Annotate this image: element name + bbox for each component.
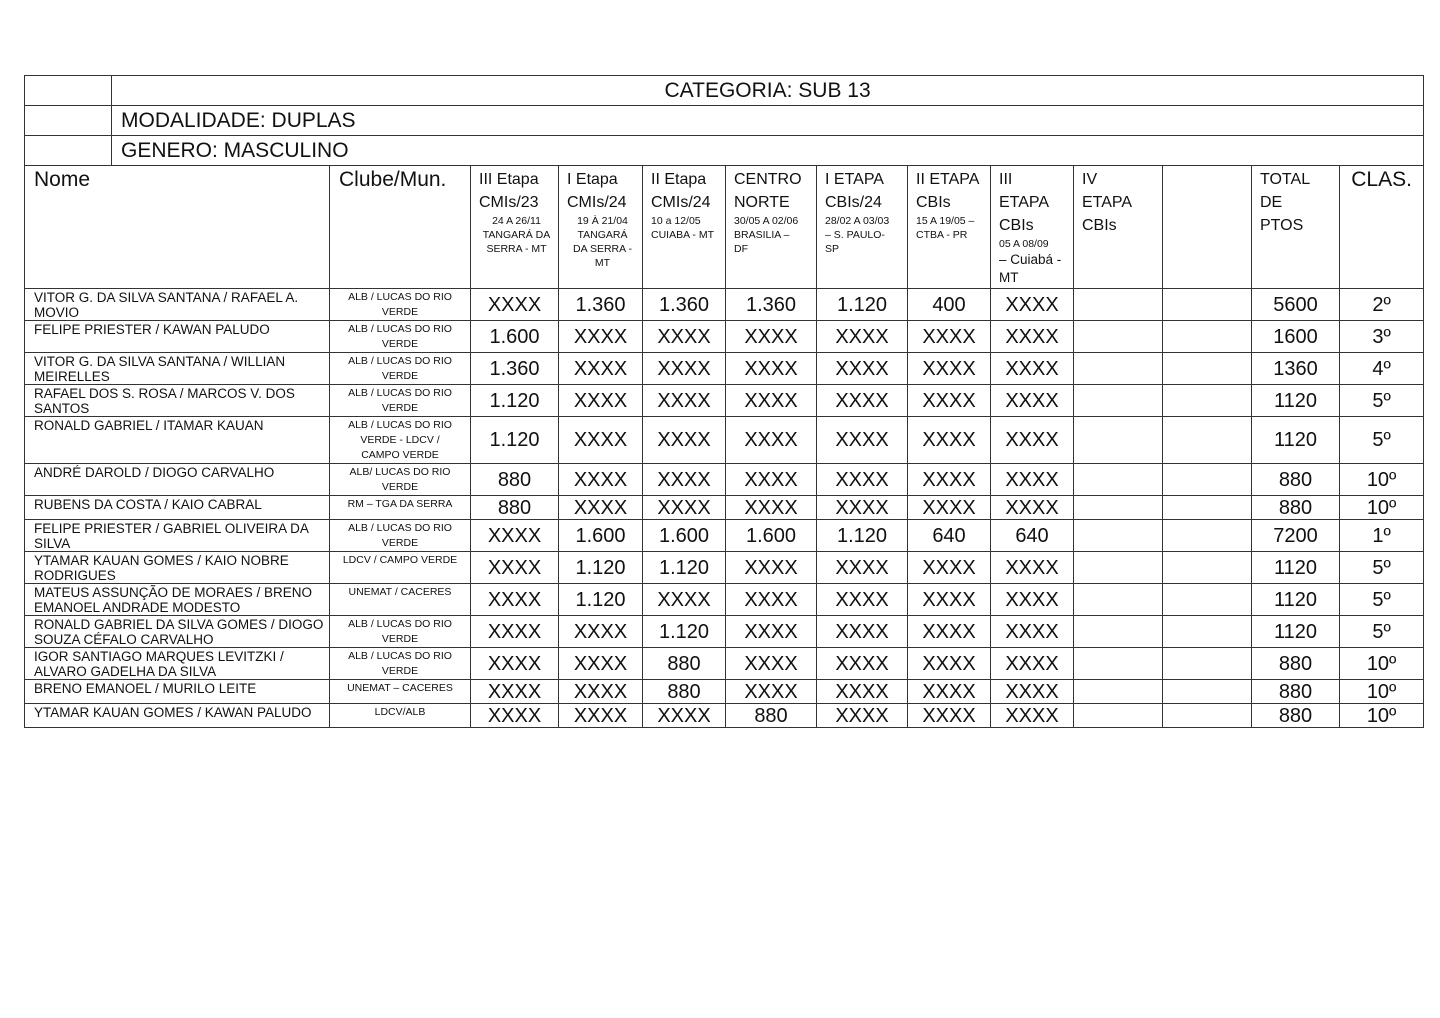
club-city: ALB / LUCAS DO RIO VERDE (330, 353, 471, 385)
stage-points: XXXX (643, 417, 726, 464)
stage-points: XXXX (559, 680, 643, 704)
classification: 5º (1340, 552, 1424, 584)
club-city: LDCV / CAMPO VERDE (330, 552, 471, 584)
stage-points: 1.120 (817, 520, 908, 552)
etapa-7-name: III ETAPA CBIs (999, 171, 1050, 234)
stage-points: XXXX (471, 648, 559, 680)
table-row (25, 464, 1424, 496)
stage-points: 400 (908, 289, 991, 321)
table-row (25, 680, 1424, 704)
stage-points: 1.600 (559, 520, 643, 552)
stage-points: XXXX (726, 680, 817, 704)
stage-points: 1.360 (471, 353, 559, 385)
header-etapa-8 (1074, 166, 1163, 289)
classification: 3º (1340, 321, 1424, 353)
modalidade-row (25, 106, 1424, 136)
table-body (25, 289, 1424, 728)
classification: 10º (1340, 648, 1424, 680)
club-city: ALB / LUCAS DO RIO VERDE (330, 321, 471, 353)
table-row (25, 704, 1424, 728)
stage-points: XXXX (991, 704, 1074, 728)
stage-points: XXXX (991, 496, 1074, 520)
stage-points: 1.360 (726, 289, 817, 321)
header-nome: Nome (25, 166, 330, 289)
total-points: 1600 (1252, 321, 1340, 353)
club-city: ALB / LUCAS DO RIO VERDE - LDCV / CAMPO VERDE (330, 417, 471, 464)
classification: 5º (1340, 385, 1424, 417)
stage-points: XXXX (817, 680, 908, 704)
stage-points (1163, 680, 1252, 704)
stage-points: XXXX (991, 289, 1074, 321)
etapa-1-date: 24 A 26/11 TANGARÁ DA SERRA - MT (482, 215, 551, 255)
stage-points: XXXX (726, 353, 817, 385)
stage-points (1074, 353, 1163, 385)
stage-points (1074, 648, 1163, 680)
pair-name: ANDRÉ DAROLD / DIOGO CARVALHO (25, 464, 330, 496)
stage-points: XXXX (559, 353, 643, 385)
club-city: ALB / LUCAS DO RIO VERDE (330, 648, 471, 680)
stage-points: XXXX (726, 552, 817, 584)
stage-points: XXXX (643, 464, 726, 496)
header-etapa-6 (908, 166, 991, 289)
etapa-8-name: IV ETAPA CBIs (1082, 171, 1133, 234)
stage-points: XXXX (908, 417, 991, 464)
total-points: 7200 (1252, 520, 1340, 552)
stage-points: XXXX (991, 417, 1074, 464)
pair-name: VITOR G. DA SILVA SANTANA / RAFAEL A. MOVIO (25, 289, 330, 321)
stage-points: 1.600 (643, 520, 726, 552)
stage-points: XXXX (991, 385, 1074, 417)
stage-points (1163, 616, 1252, 648)
stage-points: XXXX (471, 584, 559, 616)
stage-points (1074, 321, 1163, 353)
stage-points: XXXX (908, 321, 991, 353)
stage-points (1074, 520, 1163, 552)
total-points: 1120 (1252, 417, 1340, 464)
table-row (25, 616, 1424, 648)
stage-points (1163, 321, 1252, 353)
stage-points: XXXX (726, 648, 817, 680)
stage-points: XXXX (817, 417, 908, 464)
stage-points: XXXX (817, 704, 908, 728)
stage-points: XXXX (908, 648, 991, 680)
stage-points: XXXX (643, 704, 726, 728)
table-row (25, 289, 1424, 321)
table-row (25, 321, 1424, 353)
stage-points: XXXX (908, 552, 991, 584)
stage-points: XXXX (991, 616, 1074, 648)
club-city: UNEMAT / CACERES (330, 584, 471, 616)
stage-points: XXXX (817, 648, 908, 680)
stage-points: XXXX (908, 385, 991, 417)
stage-points: 1.120 (817, 289, 908, 321)
table-row (25, 584, 1424, 616)
stage-points: 1.120 (559, 584, 643, 616)
stage-points: XXXX (817, 353, 908, 385)
stage-points: XXXX (726, 385, 817, 417)
stage-points: 640 (991, 520, 1074, 552)
stage-points: 1.600 (471, 321, 559, 353)
stage-points: 640 (908, 520, 991, 552)
stage-points (1163, 584, 1252, 616)
total-points: 880 (1252, 704, 1340, 728)
stage-points: 1.120 (643, 552, 726, 584)
header-etapa-3 (643, 166, 726, 289)
stage-points: XXXX (471, 552, 559, 584)
stage-points: XXXX (471, 704, 559, 728)
table-row (25, 417, 1424, 464)
stage-points (1074, 417, 1163, 464)
stage-points (1163, 648, 1252, 680)
stage-points: XXXX (991, 648, 1074, 680)
stage-points: 1.360 (559, 289, 643, 321)
stage-points (1163, 289, 1252, 321)
club-city: ALB / LUCAS DO RIO VERDE (330, 385, 471, 417)
stage-points: XXXX (559, 321, 643, 353)
stage-points: XXXX (726, 417, 817, 464)
etapa-2-date: 19 À 21/04 TANGARÁ DA SERRA - MT (573, 215, 632, 269)
stage-points: 1.120 (471, 385, 559, 417)
pair-name: VITOR G. DA SILVA SANTANA / WILLIAN MEIRELLES (25, 353, 330, 385)
stage-points (1074, 385, 1163, 417)
header-blank (1163, 166, 1252, 289)
stage-points: XXXX (643, 321, 726, 353)
stage-points (1074, 496, 1163, 520)
stage-points: XXXX (726, 616, 817, 648)
stage-points: XXXX (643, 496, 726, 520)
stage-points: 880 (643, 680, 726, 704)
etapa-3-date: 10 a 12/05 CUIABA - MT (651, 215, 715, 241)
stage-points: 880 (471, 464, 559, 496)
stage-points: XXXX (559, 464, 643, 496)
total-points: 1360 (1252, 353, 1340, 385)
stage-points: 880 (643, 648, 726, 680)
stage-points: XXXX (643, 385, 726, 417)
etapa-6-name: II ETAPA CBIs (916, 171, 980, 211)
classification: 5º (1340, 584, 1424, 616)
etapa-4-name: CENTRO NORTE (734, 171, 802, 211)
stage-points: XXXX (559, 704, 643, 728)
stage-points (1163, 520, 1252, 552)
stage-points (1163, 464, 1252, 496)
classification: 1º (1340, 520, 1424, 552)
stage-points: XXXX (991, 353, 1074, 385)
stage-points: XXXX (817, 584, 908, 616)
pair-name: MATEUS ASSUNÇÃO DE MORAES / BRENO EMANOEL ANDRADE MODESTO (25, 584, 330, 616)
total-points: 880 (1252, 496, 1340, 520)
stage-points: XXXX (817, 552, 908, 584)
stage-points: XXXX (908, 704, 991, 728)
categoria-title: CATEGORIA: SUB 13 (112, 76, 1424, 106)
stage-points (1074, 616, 1163, 648)
pair-name: RONALD GABRIEL / ITAMAR KAUAN (25, 417, 330, 464)
total-points: 1120 (1252, 552, 1340, 584)
pair-name: RONALD GABRIEL DA SILVA GOMES / DIOGO SOUZA CÉFALO CARVALHO (25, 616, 330, 648)
stage-points: XXXX (726, 496, 817, 520)
header-etapa-7 (991, 166, 1074, 289)
stage-points: 1.120 (471, 417, 559, 464)
genero-row (25, 136, 1424, 166)
header-row (25, 166, 1424, 289)
stage-points: XXXX (991, 552, 1074, 584)
stage-points: XXXX (908, 616, 991, 648)
total-points: 1120 (1252, 616, 1340, 648)
pair-name: FELIPE PRIESTER / KAWAN PALUDO (25, 321, 330, 353)
stage-points (1163, 417, 1252, 464)
stage-points (1074, 289, 1163, 321)
stage-points: XXXX (817, 616, 908, 648)
pair-name: RUBENS DA COSTA / KAIO CABRAL (25, 496, 330, 520)
stage-points: 1.600 (726, 520, 817, 552)
stage-points (1074, 704, 1163, 728)
total-points: 880 (1252, 464, 1340, 496)
header-clas: CLAS. (1340, 166, 1424, 289)
club-city: LDCV/ALB (330, 704, 471, 728)
stage-points: XXXX (471, 520, 559, 552)
header-clube: Clube/Mun. (330, 166, 471, 289)
stage-points: XXXX (991, 584, 1074, 616)
header-etapa-1 (471, 166, 559, 289)
etapa-5-date: 28/02 A 03/03 – S. PAULO- SP (825, 215, 890, 255)
stage-points (1074, 464, 1163, 496)
table-row (25, 552, 1424, 584)
stage-points: XXXX (643, 353, 726, 385)
stage-points: XXXX (817, 321, 908, 353)
total-points: 1120 (1252, 385, 1340, 417)
header-etapa-4 (726, 166, 817, 289)
stage-points: XXXX (559, 496, 643, 520)
ranking-table (24, 75, 1424, 728)
stage-points (1163, 704, 1252, 728)
pair-name: YTAMAR KAUAN GOMES / KAWAN PALUDO (25, 704, 330, 728)
club-city: ALB / LUCAS DO RIO VERDE (330, 289, 471, 321)
pair-name: YTAMAR KAUAN GOMES / KAIO NOBRE RODRIGUES (25, 552, 330, 584)
pair-name: RAFAEL DOS S. ROSA / MARCOS V. DOS SANTOS (25, 385, 330, 417)
stage-points (1163, 385, 1252, 417)
table-row (25, 353, 1424, 385)
etapa-7-city: – Cuiabá - MT (999, 252, 1062, 285)
club-city: RM – TGA DA SERRA (330, 496, 471, 520)
stage-points (1163, 353, 1252, 385)
stage-points (1074, 584, 1163, 616)
stage-points (1163, 496, 1252, 520)
header-etapa-5 (817, 166, 908, 289)
stage-points (1074, 680, 1163, 704)
stage-points: 1.120 (559, 552, 643, 584)
classification: 10º (1340, 704, 1424, 728)
classification: 4º (1340, 353, 1424, 385)
stage-points: XXXX (726, 321, 817, 353)
stage-points: 880 (726, 704, 817, 728)
stage-points: 1.360 (643, 289, 726, 321)
classification: 10º (1340, 680, 1424, 704)
stage-points: XXXX (559, 616, 643, 648)
stage-points: XXXX (559, 648, 643, 680)
stage-points: XXXX (991, 321, 1074, 353)
etapa-4-date: 30/05 A 02/06 BRASILIA – DF (734, 215, 799, 255)
club-city: ALB/ LUCAS DO RIO VERDE (330, 464, 471, 496)
stage-points: XXXX (559, 385, 643, 417)
total-points: 880 (1252, 680, 1340, 704)
classification: 2º (1340, 289, 1424, 321)
total-points: 5600 (1252, 289, 1340, 321)
stage-points: XXXX (726, 584, 817, 616)
stage-points: XXXX (817, 496, 908, 520)
pair-name: IGOR SANTIAGO MARQUES LEVITZKI / ALVARO GADELHA DA SILVA (25, 648, 330, 680)
stage-points: XXXX (908, 353, 991, 385)
etapa-5-name: I ETAPA CBIs/24 (825, 171, 884, 211)
club-city: ALB / LUCAS DO RIO VERDE (330, 616, 471, 648)
stage-points: XXXX (817, 464, 908, 496)
stage-points: XXXX (817, 385, 908, 417)
stage-points: XXXX (643, 584, 726, 616)
pair-name: FELIPE PRIESTER / GABRIEL OLIVEIRA DA SILVA (25, 520, 330, 552)
total-points: 880 (1252, 648, 1340, 680)
etapa-2-name: I Etapa CMIs/24 (567, 171, 627, 211)
classification: 5º (1340, 616, 1424, 648)
club-city: UNEMAT – CACERES (330, 680, 471, 704)
modalidade-label: MODALIDADE: DUPLAS (112, 106, 1424, 136)
stage-points: XXXX (908, 464, 991, 496)
table-row (25, 648, 1424, 680)
genero-label: GENERO: MASCULINO (112, 136, 1424, 166)
stage-points: XXXX (908, 680, 991, 704)
stage-points: XXXX (471, 680, 559, 704)
table-row (25, 520, 1424, 552)
etapa-3-name: II Etapa CMIs/24 (651, 171, 711, 211)
stage-points: XXXX (908, 584, 991, 616)
pair-name: BRENO EMANOEL / MURILO LEITE (25, 680, 330, 704)
header-etapa-2 (559, 166, 643, 289)
stage-points: XXXX (471, 289, 559, 321)
total-points: 1120 (1252, 584, 1340, 616)
etapa-6-date: 15 A 19/05 – CTBA - PR (916, 215, 975, 241)
classification: 5º (1340, 417, 1424, 464)
stage-points: XXXX (471, 616, 559, 648)
stage-points: XXXX (559, 417, 643, 464)
stage-points: XXXX (991, 464, 1074, 496)
stage-points: 880 (471, 496, 559, 520)
stage-points (1163, 552, 1252, 584)
stage-points: XXXX (726, 464, 817, 496)
header-total: TOTAL DE PTOS (1252, 166, 1340, 289)
categoria-row (25, 76, 1424, 106)
classification: 10º (1340, 496, 1424, 520)
stage-points: XXXX (908, 496, 991, 520)
club-city: ALB / LUCAS DO RIO VERDE (330, 520, 471, 552)
table-row (25, 496, 1424, 520)
stage-points (1074, 552, 1163, 584)
classification: 10º (1340, 464, 1424, 496)
etapa-7-date: 05 A 08/09 (999, 238, 1049, 250)
etapa-1-name: III Etapa CMIs/23 (479, 171, 539, 211)
stage-points: 1.120 (643, 616, 726, 648)
stage-points: XXXX (991, 680, 1074, 704)
table-row (25, 385, 1424, 417)
